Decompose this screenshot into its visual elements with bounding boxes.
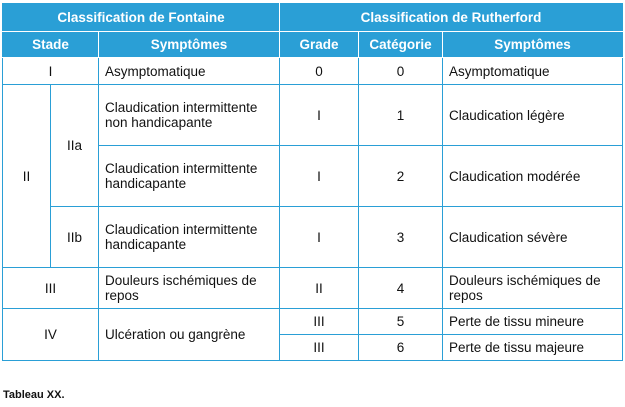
categorie-cell: 1 [359, 85, 443, 146]
substade-cell: IIb [51, 207, 99, 268]
symptomes-fontaine-cell: Douleurs ischémiques de repos [99, 268, 280, 309]
fontaine-title: Classification de Fontaine [3, 4, 280, 32]
grade-cell: I [280, 207, 359, 268]
table-row [3, 268, 623, 309]
table-row [3, 207, 623, 268]
categorie-cell: 4 [359, 268, 443, 309]
symptomes-fontaine-cell: Claudication intermittente non handicapante [99, 85, 280, 146]
symptomes-rutherford-cell: Douleurs ischémiques de repos [443, 268, 623, 309]
symptomes-fontaine-cell: Ulcération ou gangrène [99, 309, 280, 361]
symptomes-fontaine-cell: Claudication intermittente handicapante [99, 207, 280, 268]
symptomes-fontaine-cell: Asymptomatique [99, 58, 280, 85]
symptomes-rutherford-cell: Claudication modérée [443, 146, 623, 207]
table-caption: Tableau XX. [3, 389, 65, 401]
stade-cell: II [3, 85, 51, 268]
categorie-cell: 2 [359, 146, 443, 207]
header-row-titles [3, 4, 623, 32]
grade-cell: II [280, 268, 359, 309]
categorie-cell: 6 [359, 335, 443, 361]
categorie-cell: 0 [359, 58, 443, 85]
table-row [3, 309, 623, 335]
symptomes-rutherford-cell: Perte de tissu majeure [443, 335, 623, 361]
table-row [3, 85, 623, 146]
stade-cell: IV [3, 309, 99, 361]
grade-cell: I [280, 146, 359, 207]
grade-cell: 0 [280, 58, 359, 85]
classification-table [2, 3, 623, 361]
col-header-symptomes-rutherford: Symptômes [443, 32, 623, 58]
categorie-cell: 3 [359, 207, 443, 268]
col-header-categorie: Catégorie [359, 32, 443, 58]
symptomes-rutherford-cell: Perte de tissu mineure [443, 309, 623, 335]
grade-cell: III [280, 309, 359, 335]
symptomes-rutherford-cell: Asymptomatique [443, 58, 623, 85]
table-row [3, 58, 623, 85]
substade-cell: IIa [51, 85, 99, 207]
stade-cell: III [3, 268, 99, 309]
stade-cell: I [3, 58, 99, 85]
symptomes-rutherford-cell: Claudication légère [443, 85, 623, 146]
col-header-symptomes-fontaine: Symptômes [99, 32, 280, 58]
col-header-stade: Stade [3, 32, 99, 58]
symptomes-fontaine-cell: Claudication intermittente handicapante [99, 146, 280, 207]
grade-cell: III [280, 335, 359, 361]
categorie-cell: 5 [359, 309, 443, 335]
col-header-grade: Grade [280, 32, 359, 58]
header-row-columns [3, 32, 623, 58]
symptomes-rutherford-cell: Claudication sévère [443, 207, 623, 268]
grade-cell: I [280, 85, 359, 146]
rutherford-title: Classification de Rutherford [280, 4, 623, 32]
